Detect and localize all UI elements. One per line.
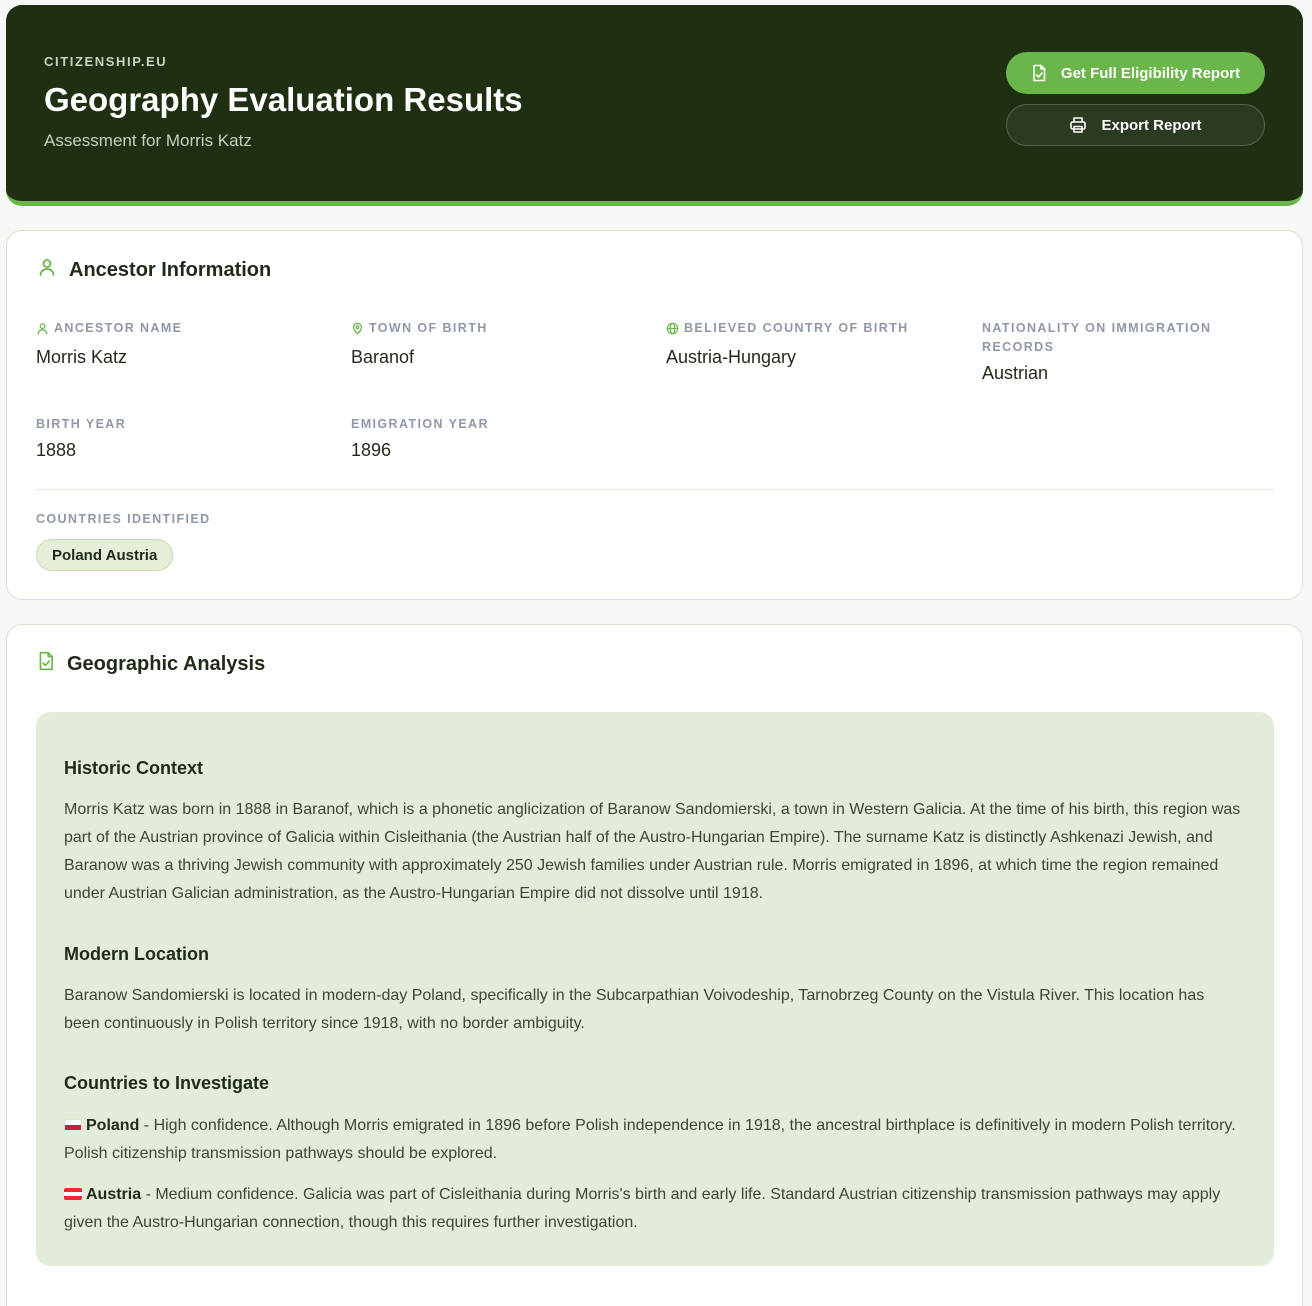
field-town-of-birth [351,319,641,368]
field-nationality-on-immigration-records [982,319,1242,384]
modern-location-text: Baranow Sandomierski is located in modern-day Poland, specifically in the Subcarpathian Voivodeship, Tarnobrzeg County on the Vistula River. This location has been continuously in Polish territory since 1918, with no border ambiguity. [64,987,1205,1032]
ancestor-name-value: Morris Katz [36,347,128,367]
get-full-eligibility-report-label: Get Full Eligibility Report [1060,64,1241,82]
document-check-icon [1031,64,1047,82]
export-report-label: Export Report [1101,116,1202,134]
country-name-poland: Poland [86,1117,140,1134]
countries-identified-label: COUNTRIES IDENTIFIED [36,512,211,526]
countries-to-investigate-heading: Countries to Investigate [64,1073,270,1093]
town-of-birth-label: TOWN OF BIRTH [369,321,488,335]
field-ancestor-name [36,319,326,368]
map-pin-icon [351,319,364,341]
countries-identified-badge: Poland Austria [36,539,173,571]
historic-context-text: Morris Katz was born in 1888 in Baranof, which is a phonetic anglicization of Baranow Sandomierski, a town in Western Galicia. At the time of his birth, this region was part of the Austrian province of Galicia within Cisleithania (the Austrian half of the Austro-Hungarian Empire). The surname Katz is distinctly Ashkenazi Jewish, and Baranow was a thriving Jewish community with approximately 250 Jewish families under Austrian rule. Morris emigrated in 1896, at which time the region remained under Austrian Galician administration, as the Austro-Hungarian Empire did not dissolve until 1918. [64,801,1241,902]
person-icon [37,257,57,283]
historic-context-heading: Historic Context [64,758,204,778]
town-of-birth-value: Baranof [351,347,415,367]
document-check-icon [37,651,55,677]
printer-icon [1069,116,1087,134]
ancestor-information-heading [37,257,271,283]
country-item-austria [64,1181,1244,1237]
field-believed-country-of-birth [666,319,956,368]
ancestor-name-label: ANCESTOR NAME [54,321,183,335]
country-item-poland [64,1112,1244,1168]
analysis-panel [36,712,1274,1266]
page-header [6,5,1303,206]
divider [36,489,1274,490]
page-subtitle: Assessment for Morris Katz [44,131,252,150]
geographic-analysis-title: Geographic Analysis [67,652,266,675]
modern-location-heading: Modern Location [64,944,209,964]
nationality-value: Austrian [982,363,1049,383]
austria-flag-icon [64,1188,82,1200]
geographic-analysis-card [6,624,1303,1306]
believed-country-of-birth-label: BELIEVED COUNTRY OF BIRTH [684,321,909,335]
emigration-year-value: 1896 [351,440,392,460]
field-emigration-year [351,415,641,461]
ancestor-information-title: Ancestor Information [69,258,272,281]
birth-year-value: 1888 [36,440,77,460]
page-title: Geography Evaluation Results [44,81,523,118]
country-text-austria: - Medium confidence. Galicia was part of Cisleithania during Morris's birth and early life. Standard Austrian citizenship transmission pathways may apply given the Austro-Hungarian connection, though this requires further investigation. [64,1186,1221,1231]
nationality-label: NATIONALITY ON IMMIGRATION RECORDS [982,321,1212,354]
birth-year-label: BIRTH YEAR [36,417,127,431]
export-report-button[interactable] [1006,104,1265,146]
person-icon [36,319,49,341]
geographic-analysis-heading [37,651,265,677]
country-name-austria: Austria [86,1186,142,1203]
emigration-year-label: EMIGRATION YEAR [351,417,489,431]
field-birth-year [36,415,326,461]
believed-country-of-birth-value: Austria-Hungary [666,347,797,367]
brand-name: CITIZENSHIP.EU [44,54,168,69]
ancestor-information-card [6,230,1303,600]
globe-icon [666,319,679,341]
get-full-eligibility-report-button[interactable] [1006,52,1265,94]
country-text-poland: - High confidence. Although Morris emigrated in 1896 before Polish independence in 1918, the ancestral birthplace is definitively in modern Polish territory. Polish citizenship transmission pathways should be explored. [64,1117,1236,1162]
poland-flag-icon [64,1119,82,1131]
